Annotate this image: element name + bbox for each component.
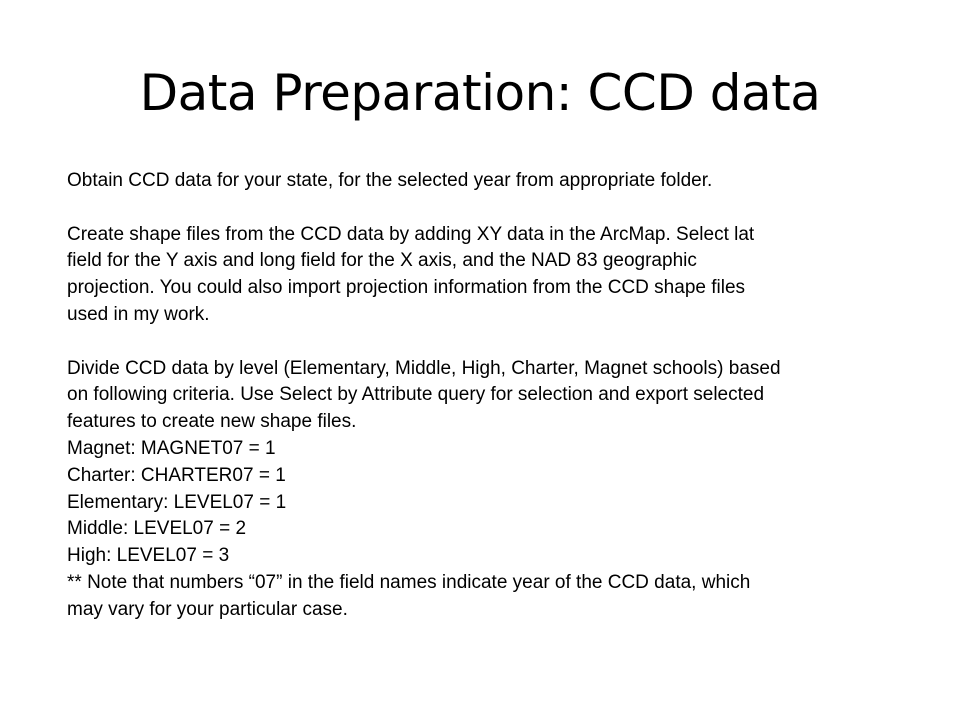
note-line-2: may vary for your particular case. [67, 598, 348, 620]
criteria-magnet: Magnet: MAGNET07 = 1 [67, 437, 276, 459]
blank-line [67, 329, 897, 356]
blank-line [67, 195, 897, 222]
paragraph-create-line-2: field for the Y axis and long field for the X axis, and the NAD 83 geographic [67, 250, 697, 272]
paragraph-divide-line-2: on following criteria. Use Select by Attribute query for selection and export selected [67, 384, 765, 406]
paragraph-create-line-4: used in my work. [67, 303, 210, 325]
criteria-charter: Charter: CHARTER07 = 1 [67, 464, 286, 486]
note-line-1: ** Note that numbers “07” in the field names indicate year of the CCD data, which [67, 571, 751, 593]
criteria-middle: Middle: LEVEL07 = 2 [67, 518, 247, 540]
criteria-high: High: LEVEL07 = 3 [67, 545, 230, 567]
paragraph-create-line-1: Create shape files from the CCD data by adding XY data in the ArcMap. Select lat [67, 223, 755, 245]
paragraph-divide-line-1: Divide CCD data by level (Elementary, Middle, High, Charter, Magnet schools) based [67, 357, 781, 379]
paragraph-divide-line-3: features to create new shape files. [67, 411, 357, 433]
criteria-elementary: Elementary: LEVEL07 = 1 [67, 491, 287, 513]
paragraph-obtain-line-1: Obtain CCD data for your state, for the selected year from appropriate folder. [67, 170, 713, 191]
slide-title: Data Preparation: CCD data [139, 64, 821, 122]
paragraph-create-line-3: projection. You could also import projection information from the CCD shape files [67, 277, 746, 299]
slide-body [67, 168, 897, 624]
